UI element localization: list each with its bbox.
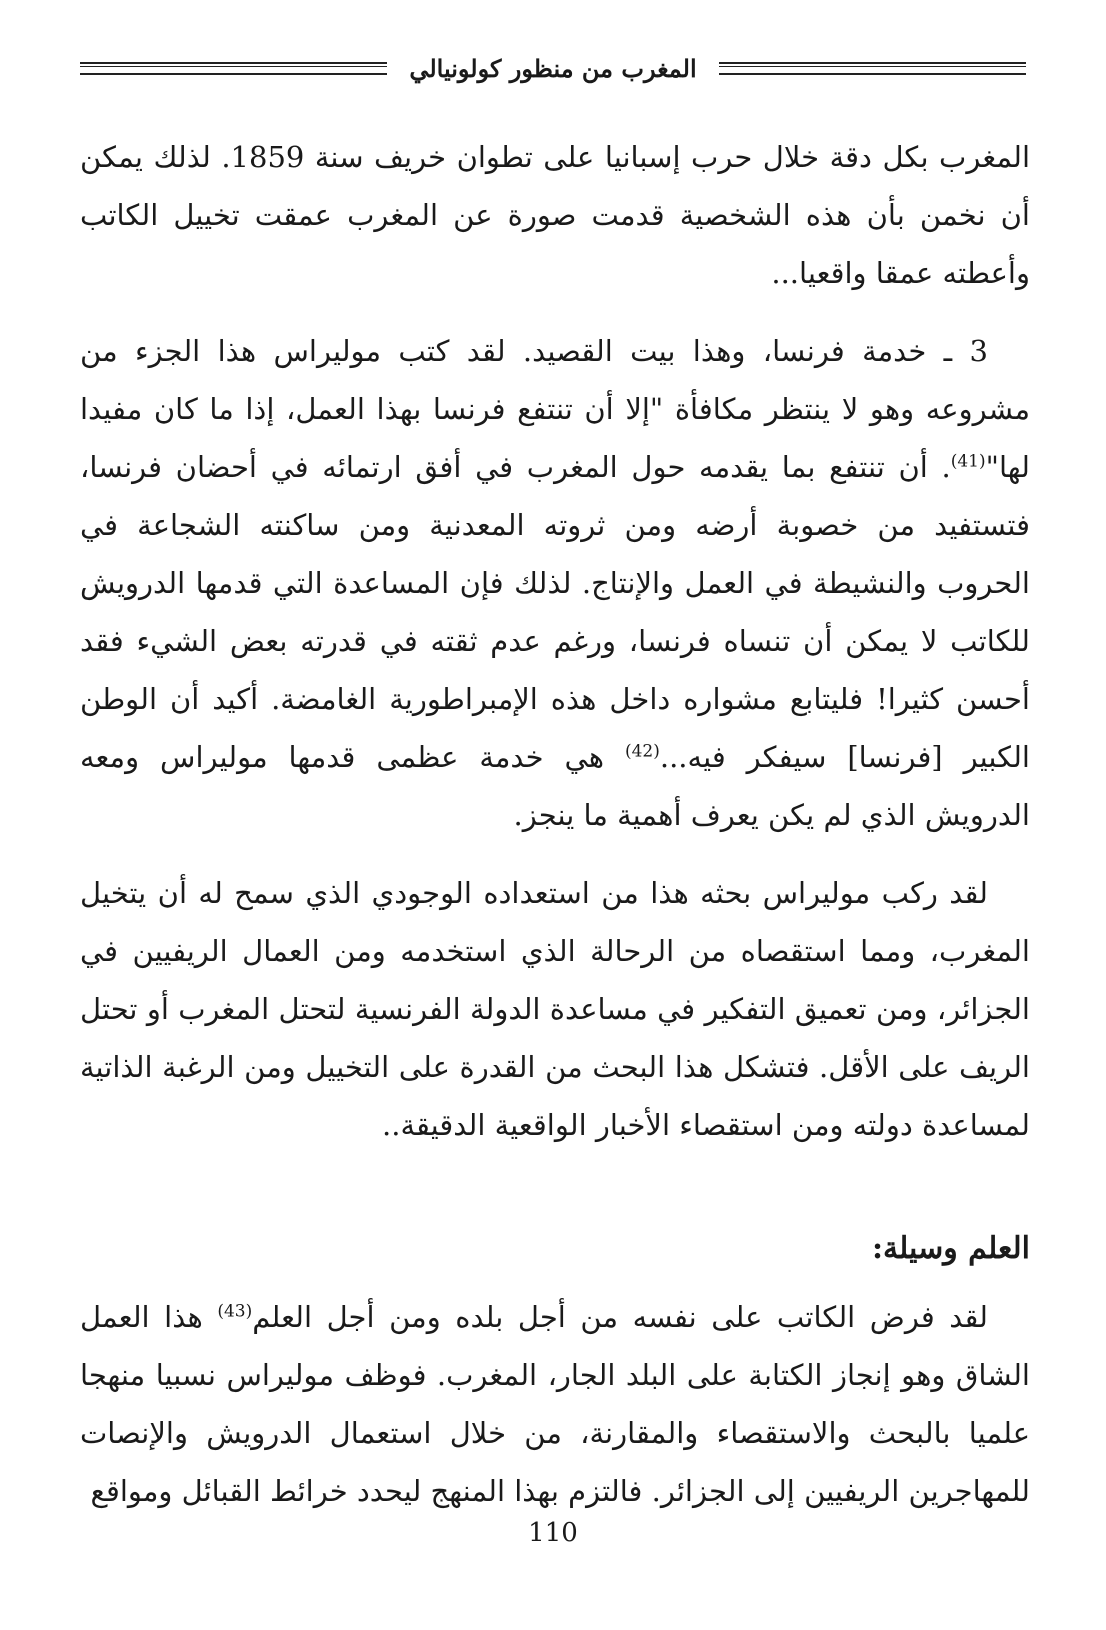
paragraph	[80, 864, 1030, 1154]
page-number: 110	[528, 1518, 578, 1548]
text-run: هي خدمة عظمى قدمها موليراس ومعه الدرويش الذي لم يكن يعرف أهمية ما ينجز.	[80, 740, 1030, 832]
footnote-ref: (42)	[624, 741, 660, 762]
body-text	[80, 128, 1030, 1540]
header-rule-left	[80, 62, 387, 75]
text-run: المغرب بكل دقة خلال حرب إسبانيا على تطوان خريف سنة 1859. لذلك يمكن أن نخمن بأن هذه الشخصية قدمت صورة عن المغرب عمقت تخييل الكاتب وأعطته عمقا واقعيا...	[80, 140, 1030, 290]
section-heading: العلم وسيلة:	[871, 1231, 1030, 1266]
paragraph	[80, 128, 1030, 302]
header-rule-right	[719, 62, 1026, 75]
header-title: المغرب من منظور كولونيالي	[409, 53, 697, 83]
text-run: هذا العمل الشاق وهو إنجاز الكتابة على البلد الجار، المغرب. فوظف موليراس نسبيا منهجا علميا بالبحث والاستقصاء والمقارنة، من خلال استعمال الدرويش والإنصات للمهاجرين الريفيين إلى الجزائر. فالتزم بهذا المنهج ليحدد خرائط القبائل ومواقع	[80, 1300, 1030, 1508]
text-run: . أن تنتفع بما يقدمه حول المغرب في أفق ارتمائه في أحضان فرنسا، فتستفيد من خصوبة أرضه ومن ثروته المعدنية ومن ساكنته الشجاعة في الحروب والنشيطة في العمل والإنتاج. لذلك فإن المساعدة التي قدمها الدرويش للكاتب لا يمكن أن تنساه فرنسا، ورغم عدم ثقته في قدرته بعض الشيء فقد أحسن كثيرا! فليتابع مشواره داخل هذه الإمبراطورية الغامضة. أكيد أن الوطن الكبير [فرنسا] سيفكر فيه...	[80, 450, 1030, 774]
text-run: لقد فرض الكاتب على نفسه من أجل بلده ومن أجل العلم	[252, 1300, 988, 1334]
text-run: لقد ركب موليراس بحثه هذا من استعداده الوجودي الذي سمح له أن يتخيل المغرب، ومما استقصاه من الرحالة الذي استخدمه ومن العمال الريفيين في الجزائر، ومن تعميق التفكير في مساعدة الدولة الفرنسية لتحتل المغرب أو تحتل الريف على الأقل. فتشكل هذا البحث من القدرة على التخييل ومن الرغبة الذاتية لمساعدة دولته ومن استقصاء الأخبار الواقعية الدقيقة..	[80, 876, 1030, 1142]
running-header	[80, 48, 1026, 88]
text-run: 3 ـ خدمة فرنسا، وهذا بيت القصيد. لقد كتب موليراس هذا الجزء من مشروعه وهو لا ينتظر مكافأة "إلا أن تنتفع فرنسا بهذا العمل، إذا ما كان مفيدا لها"	[80, 334, 1030, 484]
footnote-ref: (43)	[217, 1301, 253, 1322]
footnote-ref: (41)	[950, 451, 986, 472]
paragraph	[80, 322, 1030, 844]
paragraph	[80, 1288, 1030, 1520]
